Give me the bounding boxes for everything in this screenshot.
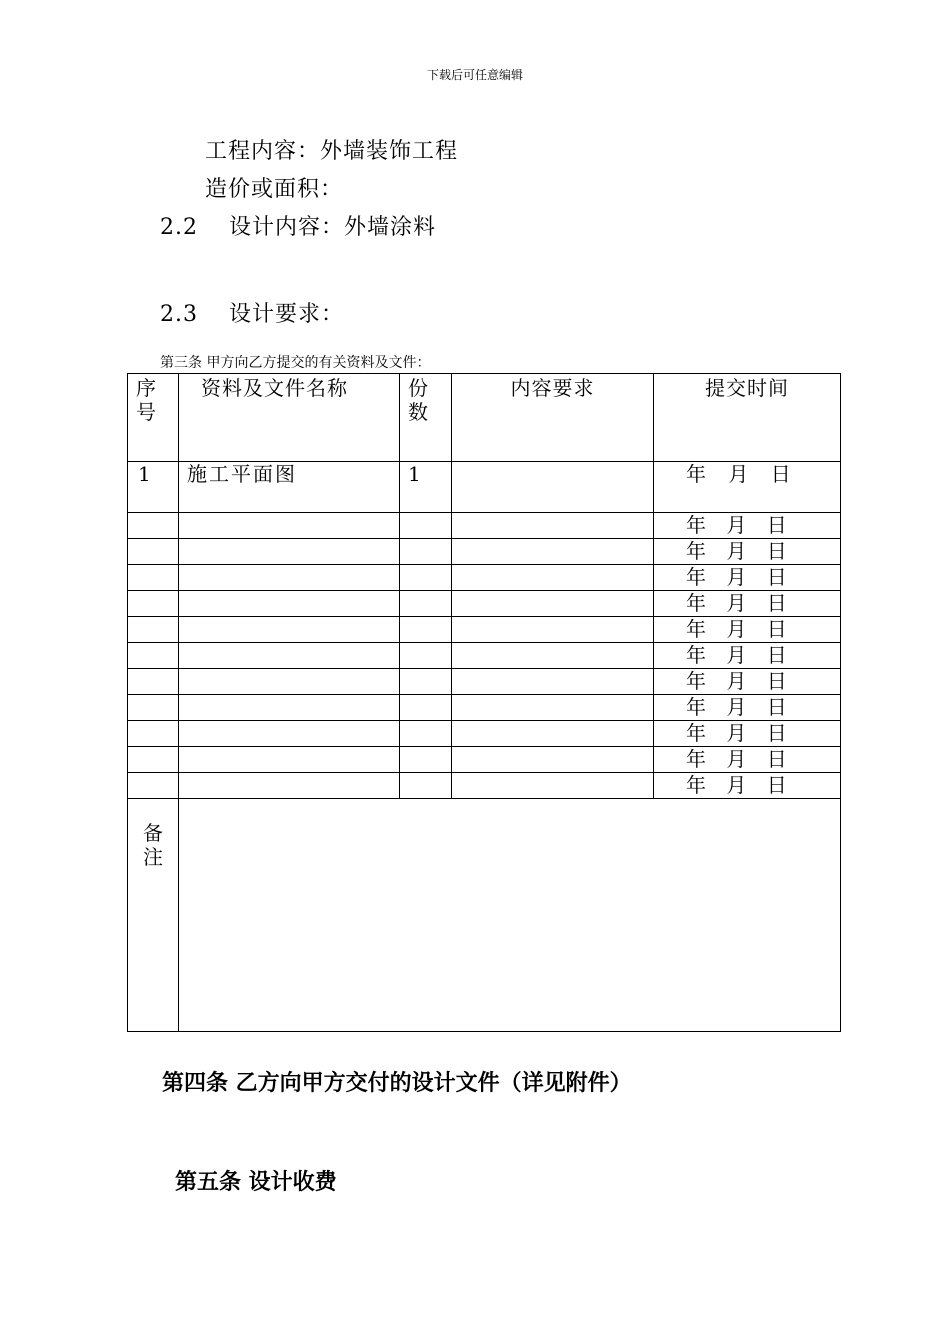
header-time: 提交时间 [654, 374, 841, 462]
header-seq: 序 号 [128, 374, 179, 462]
cell-copies [400, 721, 452, 747]
header-copies: 份 数 [400, 374, 452, 462]
table-row [128, 643, 841, 669]
cell-copies [400, 617, 452, 643]
cell-time: 年 月 日 [654, 539, 841, 565]
notes-label: 备 注 [128, 799, 179, 1032]
cell-content [452, 591, 654, 617]
cell-content [452, 513, 654, 539]
project-content-line: 工程内容：外墙装饰工程 [205, 139, 459, 164]
cell-time: 年 月 日 [654, 721, 841, 747]
cell-time: 年 月 日 [654, 747, 841, 773]
documents-table [127, 373, 841, 1032]
cell-seq [128, 773, 179, 799]
header-content: 内容要求 [452, 374, 654, 462]
cell-time: 年 月 日 [654, 669, 841, 695]
cell-name [179, 513, 400, 539]
cell-seq [128, 539, 179, 565]
cell-copies [400, 539, 452, 565]
cell-name [179, 695, 400, 721]
cell-content [452, 462, 654, 513]
cell-name [179, 747, 400, 773]
table-row [128, 669, 841, 695]
design-content-line: 2.2 设计内容：外墙涂料 [160, 215, 436, 240]
cell-time: 年 月 日 [654, 695, 841, 721]
article3-caption: 第三条 甲方向乙方提交的有关资料及文件： [160, 355, 431, 371]
table-row [128, 747, 841, 773]
cell-content [452, 565, 654, 591]
cell-content [452, 747, 654, 773]
cell-seq [128, 643, 179, 669]
table-row [128, 539, 841, 565]
cell-seq [128, 565, 179, 591]
table-row [128, 617, 841, 643]
cell-name [179, 721, 400, 747]
cell-content [452, 539, 654, 565]
cell-seq [128, 747, 179, 773]
cell-time: 年 月 日 [654, 513, 841, 539]
cell-name [179, 565, 400, 591]
cell-copies: 1 [400, 462, 452, 513]
cell-content [452, 643, 654, 669]
cell-name [179, 591, 400, 617]
table-row [128, 513, 841, 539]
cell-copies [400, 513, 452, 539]
cell-name [179, 539, 400, 565]
cell-copies [400, 773, 452, 799]
cell-copies [400, 643, 452, 669]
design-requirements-line: 2.3 设计要求： [160, 302, 344, 327]
cell-time: 年 月 日 [654, 643, 841, 669]
table-row [128, 721, 841, 747]
notes-value [179, 799, 841, 1032]
cell-copies [400, 565, 452, 591]
cell-content [452, 617, 654, 643]
cell-time: 年 月 日 [654, 617, 841, 643]
article4-heading: 第四条 乙方向甲方交付的设计文件（详见附件） [162, 1071, 632, 1096]
cell-name [179, 669, 400, 695]
table-row [128, 591, 841, 617]
cell-content [452, 669, 654, 695]
notes-row [128, 799, 841, 1032]
cell-seq [128, 513, 179, 539]
cell-content [452, 695, 654, 721]
header-name: 资料及文件名称 [179, 374, 400, 462]
table-row [128, 773, 841, 799]
cell-name [179, 773, 400, 799]
cell-seq [128, 695, 179, 721]
cell-copies [400, 669, 452, 695]
cell-seq [128, 669, 179, 695]
cell-copies [400, 747, 452, 773]
cell-copies [400, 591, 452, 617]
cell-copies [400, 695, 452, 721]
table-row [128, 462, 841, 513]
cell-name [179, 643, 400, 669]
cell-time: 年 月 日 [654, 773, 841, 799]
cell-name: 施工平面图 [179, 462, 400, 513]
cell-seq [128, 617, 179, 643]
cell-time: 年 月 日 [654, 462, 841, 513]
table-row [128, 695, 841, 721]
cell-seq [128, 721, 179, 747]
cell-name [179, 617, 400, 643]
cell-time: 年 月 日 [654, 591, 841, 617]
cell-content [452, 721, 654, 747]
cell-seq [128, 591, 179, 617]
page-header: 下载后可任意编辑 [426, 68, 523, 82]
cell-time: 年 月 日 [654, 565, 841, 591]
table-row [128, 565, 841, 591]
cost-area-line: 造价或面积： [205, 177, 344, 202]
article5-heading: 第五条 设计收费 [175, 1170, 337, 1195]
table-header-row [128, 374, 841, 462]
cell-seq: 1 [128, 462, 179, 513]
cell-content [452, 773, 654, 799]
